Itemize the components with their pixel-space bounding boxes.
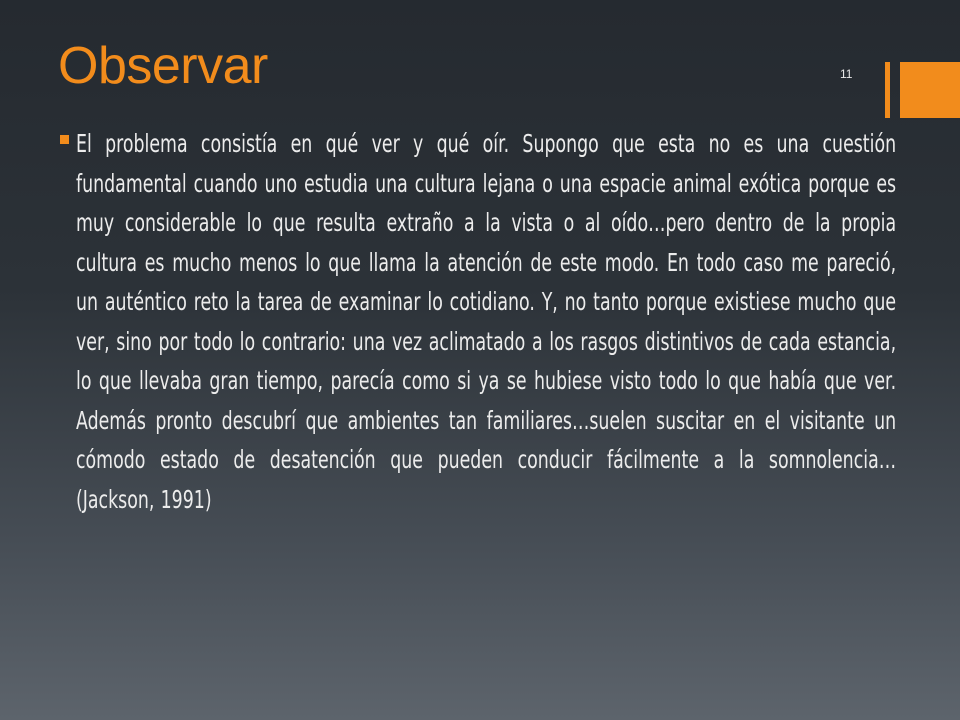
slide-title: Observar xyxy=(58,37,268,95)
accent-bar-thin xyxy=(885,62,890,118)
slide-content xyxy=(60,124,896,519)
accent-bar-thick xyxy=(900,62,960,118)
slide-number: 11 xyxy=(840,67,853,81)
bullet-text: El problema consistía en qué ver y qué oír. Supongo que esta no es una cuestión fundamental cuando uno estudia una cultura lejana o una espacie animal exótica porque es muy considerable lo que resulta extraño a la vista o al oído…pero dentro de la propia cultura es mucho menos lo que llama la atención de este modo. En todo caso me pareció, un auténtico reto la tarea de examinar lo cotidiano. Y, no tanto porque existiese mucho que ver, sino por todo lo contrario: una vez aclimatado a los rasgos distintivos de cada estancia, lo que llevaba gran tiempo, parecía como si ya se hubiese visto todo lo que había que ver. Además pronto descubrí que ambientes tan familiares…suelen suscitar en el visitante un cómodo estado de desatención que pueden conducir fácilmente a la somnolencia… (Jackson, 1991) xyxy=(76,129,897,514)
bullet-item xyxy=(60,124,896,519)
square-bullet-icon xyxy=(60,135,69,144)
